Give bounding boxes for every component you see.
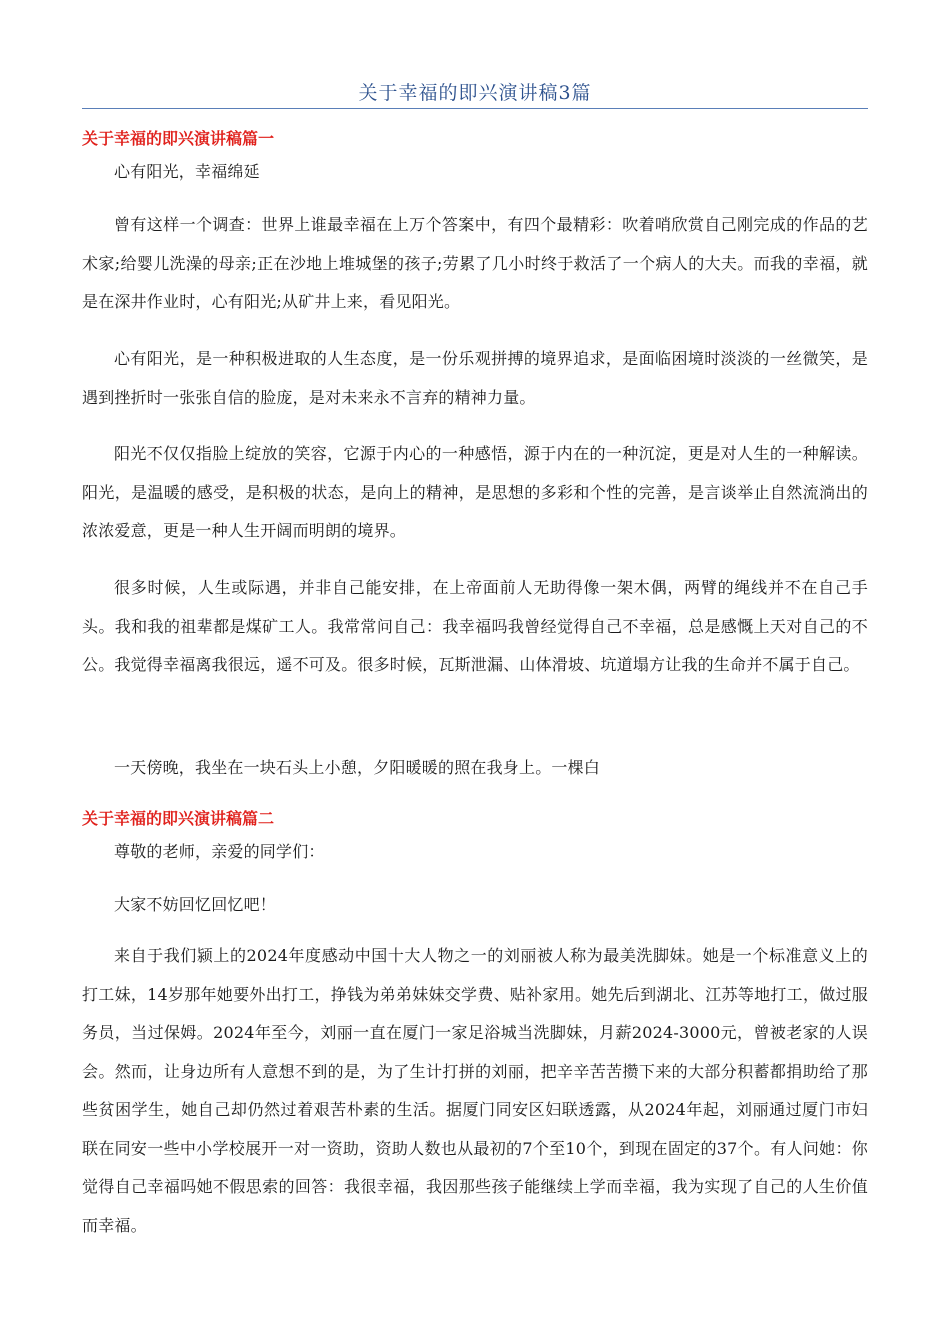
paragraph: 曾有这样一个调查：世界上谁最幸福在上万个答案中，有四个最精彩：吹着哨欣赏自己刚完成的作品的艺术家;给婴儿洗澡的母亲;正在沙地上堆城堡的孩子;劳累了几小时终于救活了一个病人的大夫。而我的幸福，就是在深井作业时，心有阳光;从矿井上来，看见阳光。	[82, 215, 868, 311]
paragraph: 大家不妨回忆回忆吧！	[114, 895, 277, 914]
paragraph: 很多时候，人生或际遇，并非自己能安排，在上帝面前人无助得像一架木偶，两臂的绳线并不在自己手头。我和我的祖辈都是煤矿工人。我常常问自己：我幸福吗我曾经觉得自己不幸福，总是感慨上天对自己的不公。我觉得幸福离我很远，遥不可及。很多时候，瓦斯泄漏、山体滑坡、坑道塌方让我的生命并不属于自己。	[82, 578, 868, 674]
title-underline	[82, 108, 868, 109]
paragraph: 阳光不仅仅指脸上绽放的笑容，它源于内心的一种感悟，源于内在的一种沉淀，更是对人生的一种解读。阳光，是温暖的感受，是积极的状态，是向上的精神，是思想的多彩和个性的完善，是言谈举止自然流淌出的浓浓爱意，更是一种人生开阔而明朗的境界。	[82, 444, 868, 540]
paragraph: 尊敬的老师，亲爱的同学们：	[114, 842, 325, 861]
paragraph: 一天傍晚，我坐在一块石头上小憩，夕阳暖暖的照在我身上。一棵白	[114, 758, 601, 777]
section-heading-2: 关于幸福的即兴演讲稿篇二	[82, 809, 275, 828]
document-title: 关于幸福的即兴演讲稿3篇	[358, 82, 592, 104]
paragraph: 心有阳光，幸福绵延	[114, 162, 260, 181]
section-heading-1: 关于幸福的即兴演讲稿篇一	[82, 129, 275, 148]
paragraph: 心有阳光，是一种积极进取的人生态度，是一份乐观拼搏的境界追求，是面临困境时淡淡的一丝微笑，是遇到挫折时一张张自信的脸庞，是对未来永不言弃的精神力量。	[82, 349, 868, 407]
paragraph: 来自于我们颍上的2024年度感动中国十大人物之一的刘丽被人称为最美洗脚妹。她是一个标准意义上的打工妹，14岁那年她要外出打工，挣钱为弟弟妹妹交学费、贴补家用。她先后到湖北、江苏等地打工，做过服务员，当过保姆。2024年至今，刘丽一直在厦门一家足浴城当洗脚妹，月薪2024-3000元，曾被老家的人误会。然而，让身边所有人意想不到的是，为了生计打拼的刘丽，把辛辛苦苦攒下来的大部分积蓄都捐助给了那些贫困学生，她自己却仍然过着艰苦朴素的生活。据厦门同安区妇联透露，从2024年起，刘丽通过厦门市妇联在同安一些中小学校展开一对一资助，资助人数也从最初的7个至10个，到现在固定的37个。有人问她：你觉得自己幸福吗她不假思索的回答：我很幸福，我因那些孩子能继续上学而幸福，我为实现了自己的人生价值而幸福。	[82, 946, 868, 1235]
